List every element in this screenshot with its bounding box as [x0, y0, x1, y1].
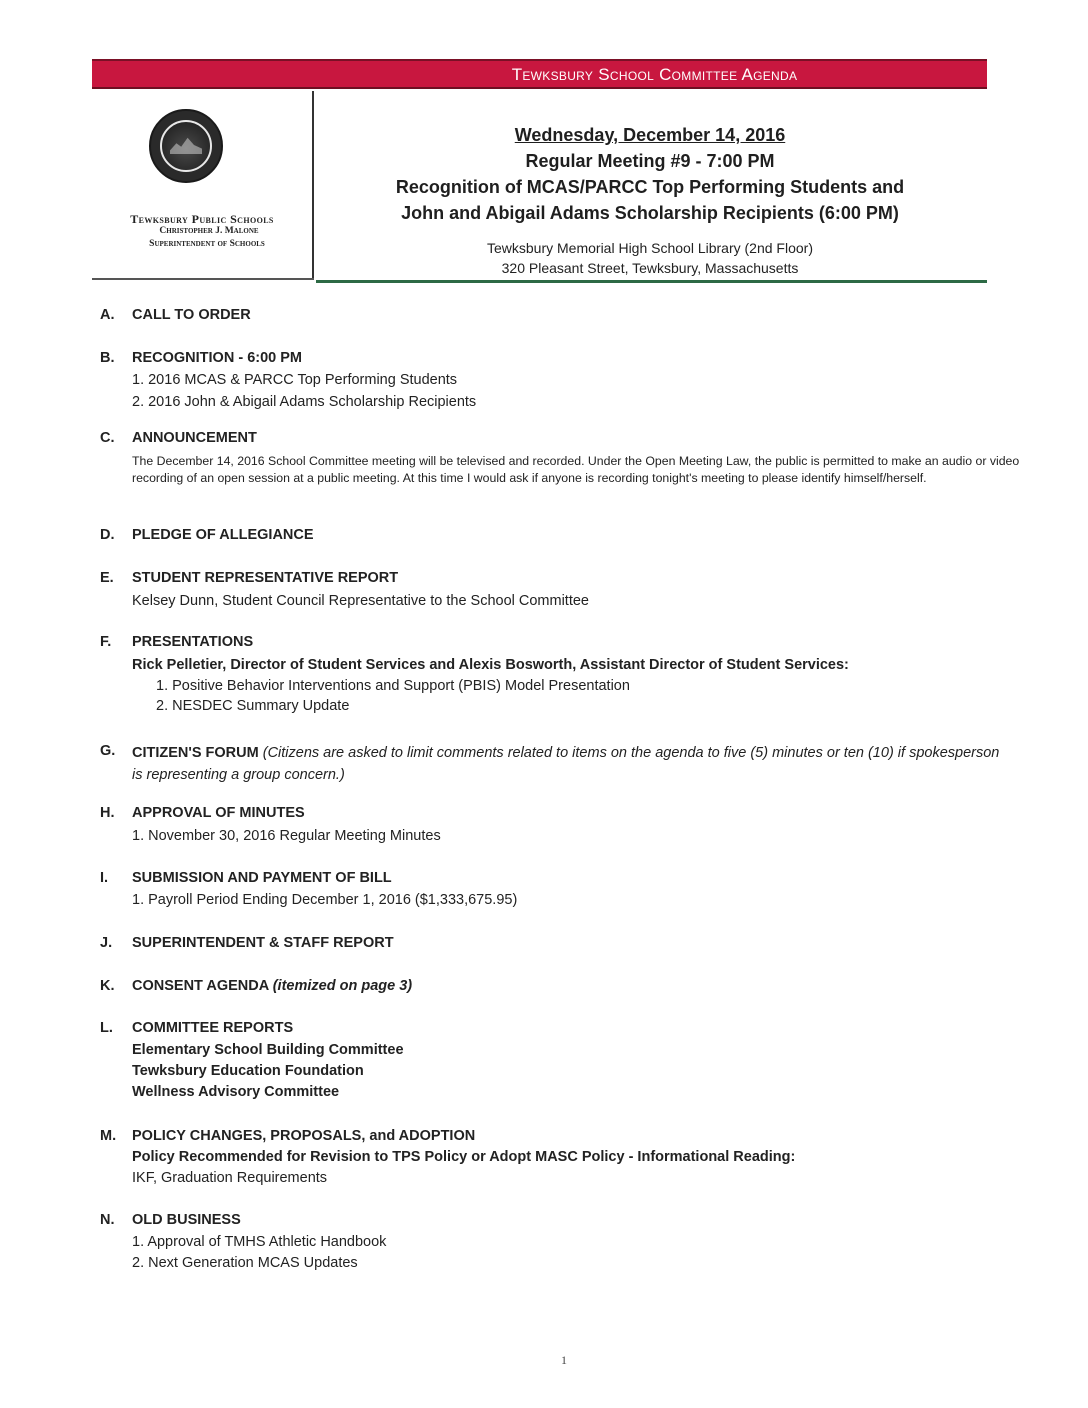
banner-title: Tewksbury School Committee Agenda [511, 65, 798, 84]
sub-item: 1. Positive Behavior Interventions and Support (PBIS) Model Presentation [156, 678, 630, 694]
seal-landscape [170, 136, 202, 154]
item-title-text: CONSENT AGENDA [132, 978, 269, 994]
item-title: SUBMISSION AND PAYMENT OF BILL [132, 870, 392, 886]
item-title: STUDENT REPRESENTATIVE REPORT [132, 570, 399, 586]
sub-item: 2. NESDEC Summary Update [156, 698, 350, 714]
sub-item: 1. November 30, 2016 Regular Meeting Minutes [132, 828, 441, 844]
presenters: Rick Pelletier, Director of Student Services and Alexis Bosworth, Assistant Director of Student Services: [132, 657, 849, 673]
item-title: SUPERINTENDENT & STAFF REPORT [132, 935, 394, 951]
item-letter: N. [100, 1212, 115, 1228]
committee-report: Elementary School Building Committee [132, 1042, 404, 1058]
item-letter: J. [100, 935, 113, 951]
student-rep: Kelsey Dunn, Student Council Representative to the School Committee [132, 593, 589, 609]
item-letter: A. [100, 307, 115, 323]
page-number: 1 [561, 1353, 567, 1367]
item-letter: C. [100, 430, 115, 446]
item-title: PRESENTATIONS [132, 634, 254, 650]
seal-inner [160, 120, 212, 172]
item-title: OLD BUSINESS [132, 1212, 241, 1228]
item-title: RECOGNITION - 6:00 PM [132, 350, 302, 366]
announcement-text: The December 14, 2016 School Committee meeting will be televised and recorded. Under the Open Meeting Law, the public is permitted to make an audio or video recording of an open session at a public meeting. At this time I would ask if anyone is recording tonight's meeting to please identify himself/herself. [132, 454, 1020, 485]
citizens-forum-note: (Citizens are asked to limit comments related to items on the agenda to five (5) minutes or ten (10) if spokesperson is representing a group concern.) [132, 745, 1000, 783]
item-title: APPROVAL OF MINUTES [132, 805, 305, 821]
sub-item: 2. 2016 John & Abigail Adams Scholarship Recipients [132, 394, 477, 410]
town-seal-icon [149, 109, 223, 183]
item-letter: G. [100, 743, 116, 759]
item-letter: B. [100, 350, 115, 366]
item-letter: D. [100, 527, 115, 543]
item-title: CITIZEN'S FORUM [132, 745, 259, 761]
item-letter: L. [100, 1020, 113, 1036]
item-letter: E. [100, 570, 114, 586]
org-block [92, 91, 314, 279]
item-title: POLICY CHANGES, PROPOSALS, and ADOPTION [132, 1128, 476, 1144]
committee-report: Tewksbury Education Foundation [132, 1063, 364, 1079]
superintendent-name: Christopher J. Malone [159, 226, 259, 236]
meeting-address: 320 Pleasant Street, Tewksbury, Massachusetts [501, 260, 799, 276]
org-name: Tewksbury Public Schools [130, 212, 274, 226]
item-title [132, 978, 412, 994]
item-title: ANNOUNCEMENT [132, 430, 257, 446]
org-block-rule [92, 278, 314, 280]
header-divider [316, 280, 987, 283]
sub-item: 1. 2016 MCAS & PARCC Top Performing Students [132, 372, 458, 388]
meeting-location: Tewksbury Memorial High School Library (2nd Floor) [486, 240, 813, 256]
item-letter: F. [100, 634, 112, 650]
item-letter: K. [100, 978, 115, 994]
sub-item: 1. Payroll Period Ending December 1, 2016 ($1,333,675.95) [132, 892, 518, 908]
consent-agenda-note: (itemized on page 3) [272, 978, 413, 994]
recognition-line-1: Recognition of MCAS/PARCC Top Performing Students and [395, 177, 905, 197]
citizens-forum [132, 742, 1012, 786]
committee-report: Wellness Advisory Committee [132, 1084, 340, 1100]
meeting-header [320, 122, 980, 278]
meeting-date: Wednesday, December 14, 2016 [514, 125, 786, 145]
policy-subtitle: Policy Recommended for Revision to TPS Policy or Adopt MASC Policy - Informational Reading: [132, 1149, 796, 1165]
item-title: COMMITTEE REPORTS [132, 1020, 294, 1036]
sub-item: 1. Approval of TMHS Athletic Handbook [132, 1234, 387, 1250]
superintendent-role: Superintendent of Schools [149, 239, 265, 249]
item-title: CALL TO ORDER [132, 307, 251, 323]
recognition-line-2: John and Abigail Adams Scholarship Recipients (6:00 PM) [401, 203, 899, 223]
item-title: PLEDGE OF ALLEGIANCE [132, 527, 314, 543]
agenda-banner [92, 59, 987, 89]
item-letter: H. [100, 805, 115, 821]
sub-item: IKF, Graduation Requirements [132, 1170, 328, 1186]
item-letter: I. [100, 870, 109, 886]
sub-item: 2. Next Generation MCAS Updates [132, 1255, 358, 1271]
item-letter: M. [100, 1128, 117, 1144]
meeting-type: Regular Meeting #9 - 7:00 PM [525, 151, 775, 171]
